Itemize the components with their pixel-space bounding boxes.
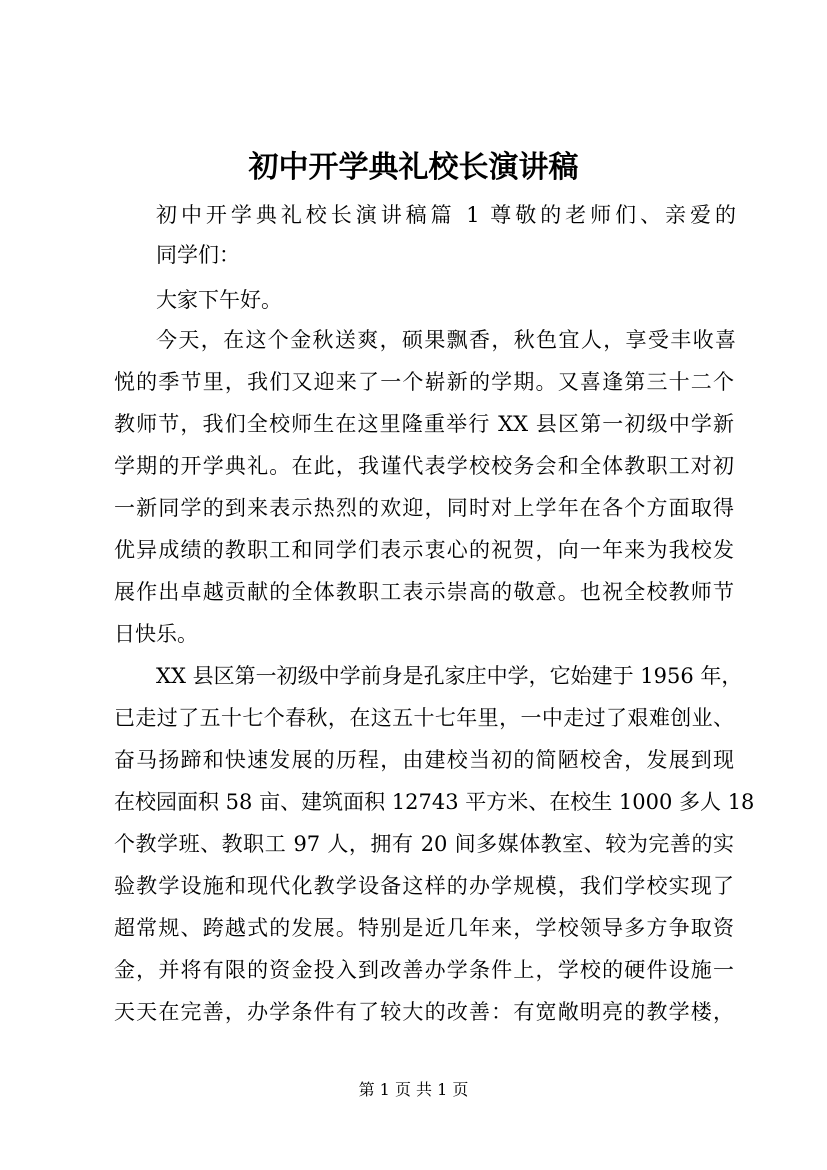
paragraph-line: 金，并将有限的资金投入到改善办学条件上，学校的硬件设施一 [114, 958, 734, 982]
paragraph-line: 超常规、跨越式的发展。特别是近几年来，学校领导多方争取资 [114, 916, 734, 940]
paragraph-line: 学期的开学典礼。在此，我谨代表学校校务会和全体教职工对初 [114, 454, 734, 478]
paragraph-line: 一新同学的到来表示热烈的欢迎，同时对上学年在各个方面取得 [114, 496, 734, 520]
page-footer: 第 1 页 共 1 页 [358, 1080, 469, 1099]
paragraph-line: 个教学班、教职工 97 人，拥有 20 间多媒体教室、较为完善的实 [114, 832, 734, 856]
paragraph-line: 在校园面积 58 亩、建筑面积 12743 平方米、在校生 1000 多人 18 [114, 790, 755, 814]
paragraph-line: 大家下午好。 [156, 288, 282, 312]
paragraph-line: 同学们： [156, 243, 240, 267]
paragraph-line: 今天，在这个金秋送爽，硕果飘香，秋色宜人，享受丰收喜 [156, 328, 736, 352]
paragraph-line: 初中开学典礼校长演讲稿篇 1 尊敬的老师们、亲爱的 [156, 203, 736, 227]
paragraph-line: 奋马扬蹄和快速发展的历程，由建校当初的简陋校舍，发展到现 [114, 748, 734, 772]
paragraph-line: XX 县区第一初级中学前身是孔家庄中学，它始建于 1956 年， [156, 664, 743, 688]
document-title: 初中开学典礼校长演讲稿 [248, 150, 579, 185]
paragraph-line: 展作出卓越贡献的全体教职工表示崇高的敬意。也祝全校教师节 [114, 580, 734, 604]
paragraph-line: 已走过了五十七个春秋，在这五十七年里，一中走过了艰难创业、 [114, 706, 734, 730]
paragraph-line: 优异成绩的教职工和同学们表示衷心的祝贺，向一年来为我校发 [114, 538, 734, 562]
paragraph-line: 日快乐。 [114, 622, 198, 646]
paragraph-line: 悦的季节里，我们又迎来了一个崭新的学期。又喜逢第三十二个 [114, 370, 734, 394]
paragraph-line: 验教学设施和现代化教学设备这样的办学规模，我们学校实现了 [114, 874, 734, 898]
paragraph-line: 天天在完善，办学条件有了较大的改善：有宽敞明亮的教学楼， [114, 1000, 734, 1024]
paragraph-line: 教师节，我们全校师生在这里隆重举行 XX 县区第一初级中学新 [114, 412, 734, 436]
